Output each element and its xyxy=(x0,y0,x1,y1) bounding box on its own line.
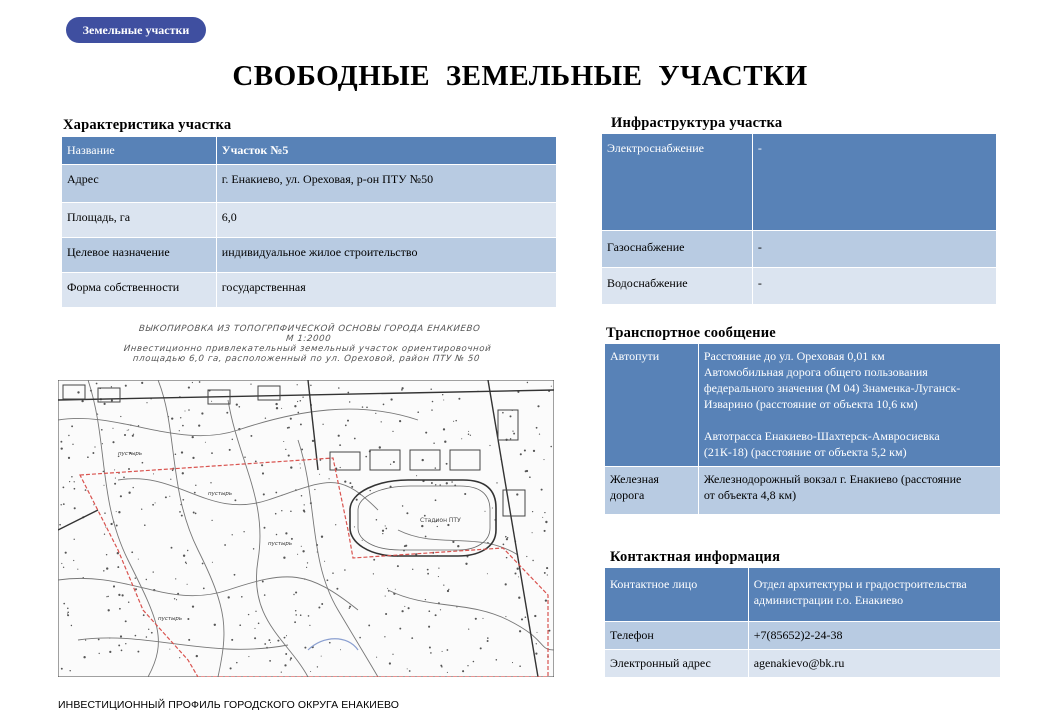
contact-person-label: Контактное лицо xyxy=(605,568,749,622)
purpose-label: Целевое назначение xyxy=(62,238,217,273)
transport-table xyxy=(604,343,1001,515)
table-row xyxy=(602,268,997,305)
table-row xyxy=(605,467,1001,515)
table-row xyxy=(605,650,1001,678)
transport-heading: Транспортное сообщение xyxy=(606,325,776,341)
rail-label: Железная дорога xyxy=(605,467,699,515)
area-value: 6,0 xyxy=(216,203,556,238)
characteristics-heading: Характеристика участка xyxy=(63,117,232,133)
address-label: Адрес xyxy=(62,165,217,203)
table-row xyxy=(605,568,1001,622)
infrastructure-heading: Инфраструктура участка xyxy=(611,115,783,131)
contacts-heading: Контактная информация xyxy=(610,549,781,565)
address-value: г. Енакиево, ул. Ореховая, р-он ПТУ №50 xyxy=(216,165,556,203)
table-row xyxy=(62,203,557,238)
svg-text:пустырь: пустырь xyxy=(268,541,293,547)
svg-text:пустырь: пустырь xyxy=(208,491,233,497)
water-value: - xyxy=(752,268,996,305)
page-title: СВОБОДНЫЕ ЗЕМЕЛЬНЫЕ УЧАСТКИ xyxy=(232,60,808,92)
stadium-label: Стадион ПТУ xyxy=(420,517,461,524)
email-value[interactable]: agenakievo@bk.ru xyxy=(748,650,1000,678)
phone-value[interactable]: +7(85652)2-24-38 xyxy=(748,622,1000,650)
phone-label: Телефон xyxy=(605,622,749,650)
name-value: Участок №5 xyxy=(216,137,556,165)
characteristics-table xyxy=(61,136,557,308)
table-row xyxy=(62,238,557,273)
map-caption: ВЫКОПИРОВКА ИЗ ТОПОГРПФИЧЕСКОЙ ОСНОВЫ ГОРОДА ЕНАКИЕВО М 1:2000 Инвестиционно привлекательный земельный участок ориентировочной площадью 6,0 га, расположенный по ул. Ореховой, район ПТУ № 50 xyxy=(123,324,492,364)
svg-text:пустырь: пустырь xyxy=(118,451,143,457)
table-row xyxy=(62,165,557,203)
purpose-value: индивидуальное жилое строительство xyxy=(216,238,556,273)
svg-text:пустырь: пустырь xyxy=(158,616,183,622)
footer-text: ИНВЕСТИЦИОННЫЙ ПРОФИЛЬ ГОРОДСКОГО ОКРУГА ЕНАКИЕВО xyxy=(58,699,400,711)
table-row xyxy=(62,137,557,165)
gas-value: - xyxy=(752,231,996,268)
rail-value: Железнодорожный вокзал г. Енакиево (расстояние от объекта 4,8 км) xyxy=(698,467,1000,515)
category-badge[interactable]: Земельные участки xyxy=(66,17,206,43)
ownership-value: государственная xyxy=(216,273,556,308)
infrastructure-table xyxy=(601,133,997,305)
area-label: Площадь, га xyxy=(62,203,217,238)
table-row xyxy=(602,231,997,268)
ownership-label: Форма собственности xyxy=(62,273,217,308)
roads-value: Расстояние до ул. Ореховая 0,01 км Автомобильная дорога общего пользования федерального значения (М 04) Знаменка-Луганск- Изварино (расстояние от объекта 10,6 км) Автотрасса Енакиево-Шахтерск-Амвросиевка (21К-18) (расстояние от объекта 5,2 км) xyxy=(698,344,1000,467)
roads-label: Автопути xyxy=(605,344,699,467)
topographic-map xyxy=(58,320,554,677)
email-label: Электронный адрес xyxy=(605,650,749,678)
table-row xyxy=(602,134,997,231)
power-label: Электроснабжение xyxy=(602,134,753,231)
contact-person-value: Отдел архитектуры и градостроительства администрации г.о. Енакиево xyxy=(748,568,1000,622)
table-row xyxy=(605,622,1001,650)
table-row xyxy=(605,344,1001,467)
water-label: Водоснабжение xyxy=(602,268,753,305)
map-drawing xyxy=(58,380,554,677)
table-row xyxy=(62,273,557,308)
name-label: Название xyxy=(62,137,217,165)
contacts-table xyxy=(604,567,1001,678)
power-value: - xyxy=(752,134,996,231)
gas-label: Газоснабжение xyxy=(602,231,753,268)
